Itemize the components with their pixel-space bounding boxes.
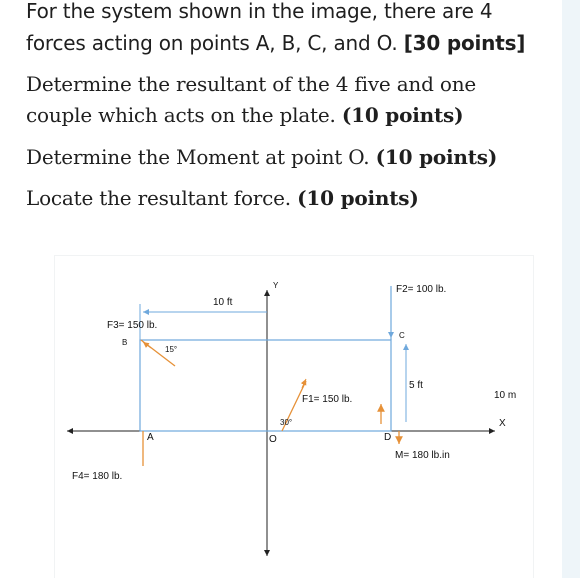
label-f1: F1= 150 lb. (302, 394, 353, 405)
problem-line-2: forces acting on points A, B, C, and O. [30 points] (26, 31, 526, 55)
label-b: B (122, 338, 128, 347)
label-15deg: 15° (165, 345, 178, 354)
problem-line-3: Determine the resultant of the 4 five and one (26, 72, 477, 96)
label-f2: F2= 100 lb. (396, 284, 447, 295)
label-m: M= 180 lb.in (395, 450, 450, 461)
label-c: C (399, 331, 405, 340)
f3-arrowhead (143, 342, 151, 348)
force-diagram-svg (55, 256, 533, 578)
label-f4: F4= 180 lb. (72, 471, 123, 482)
label-d: D (384, 432, 392, 443)
points-part-3: (10 points) (297, 186, 419, 210)
label-5ft: 5 ft (409, 380, 423, 391)
points-part-1: (10 points) (341, 103, 464, 127)
points-part-2: (10 points) (375, 145, 498, 169)
label-10ft: 10 ft (213, 297, 233, 308)
problem-line-1: For the system shown in the image, there are 4 (26, 0, 493, 23)
problem-line-4: couple which acts on the plate. (10 points) (26, 103, 464, 127)
force-diagram (55, 256, 533, 578)
label-10m: 10 m (494, 390, 517, 401)
problem-line-5: Determine the Moment at point O. (10 points) (26, 145, 498, 169)
label-x: X (499, 418, 506, 429)
points-total: [30 points] (403, 31, 526, 55)
label-f3: F3= 150 lb. (107, 320, 158, 331)
label-o: O (269, 434, 277, 445)
label-y: Y (273, 281, 279, 290)
problem-line-6: Locate the resultant force. (10 points) (26, 186, 419, 210)
label-30deg: 30° (280, 418, 293, 427)
plate-outline (140, 340, 391, 431)
label-a: A (147, 432, 154, 443)
